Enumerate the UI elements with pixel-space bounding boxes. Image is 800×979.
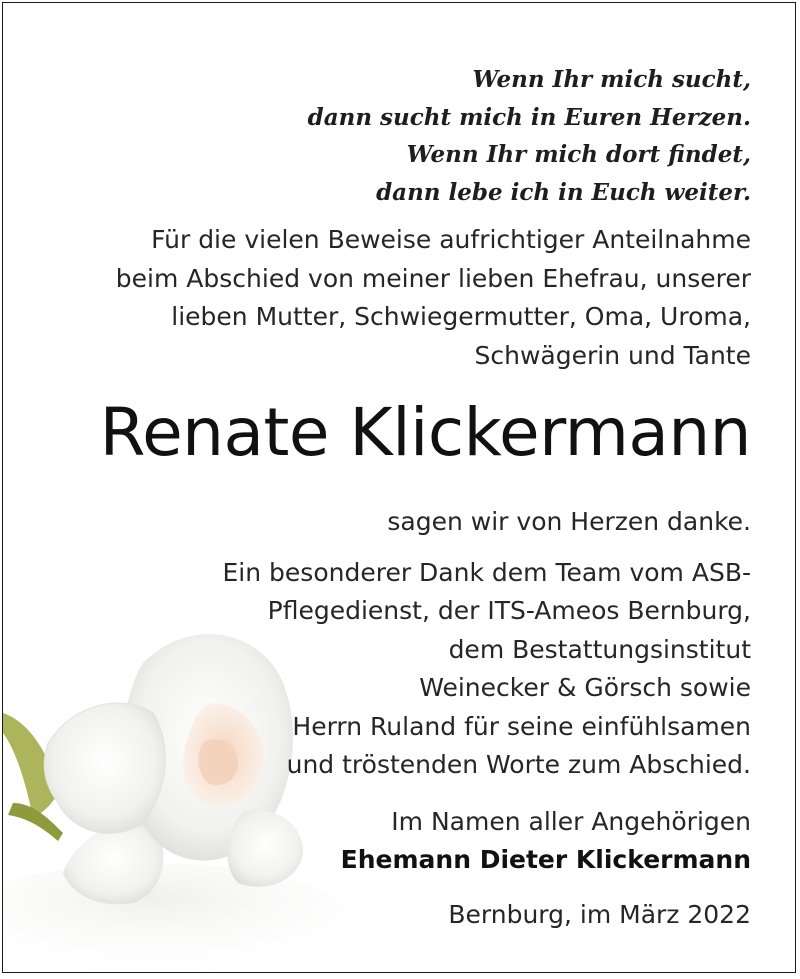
place-and-date: Bernburg, im März 2022 (448, 899, 751, 929)
intro-line: beim Abschied von meiner lieben Ehefrau, unserer (115, 263, 751, 293)
intro-paragraph (3, 221, 751, 375)
signer-name: Ehemann Dieter Klickermann (340, 845, 751, 874)
obituary-card (2, 2, 796, 973)
intro-line: Schwägerin und Tante (474, 340, 751, 370)
special-thanks-line: Herrn Ruland für seine einfühlsamen (292, 711, 751, 741)
closing-block (3, 803, 751, 880)
poem-line: Wenn Ihr mich sucht, (472, 66, 751, 93)
poem-line: Wenn Ihr mich dort findet, (406, 141, 751, 168)
special-thanks-line: Weinecker & Görsch sowie (419, 673, 751, 702)
special-thanks-line: und tröstenden Worte zum Abschied. (286, 750, 751, 779)
special-thanks-paragraph (3, 554, 751, 785)
poem-line: dann lebe ich in Euch weiter. (376, 178, 751, 206)
on-behalf-line: Im Namen aller Angehörigen (391, 806, 751, 836)
special-thanks-line: Pflegedienst, der ITS-Ameos Bernburg, (267, 596, 751, 625)
obituary-text (3, 3, 795, 934)
intro-line: lieben Mutter, Schwiegermutter, Oma, Uroma, (171, 302, 751, 331)
special-thanks-line: Ein besonderer Dank dem Team vom ASB- (222, 557, 751, 587)
intro-line: Für die vielen Beweise aufrichtiger Anteilnahme (151, 225, 751, 254)
poem-line: dann sucht mich in Euren Herzen. (307, 103, 751, 131)
special-thanks-line: dem Bestattungsinstitut (448, 634, 751, 664)
thanks-line: sagen wir von Herzen danke. (387, 507, 751, 536)
memorial-poem (3, 3, 751, 211)
deceased-name: Renate Klickermann (99, 394, 751, 471)
